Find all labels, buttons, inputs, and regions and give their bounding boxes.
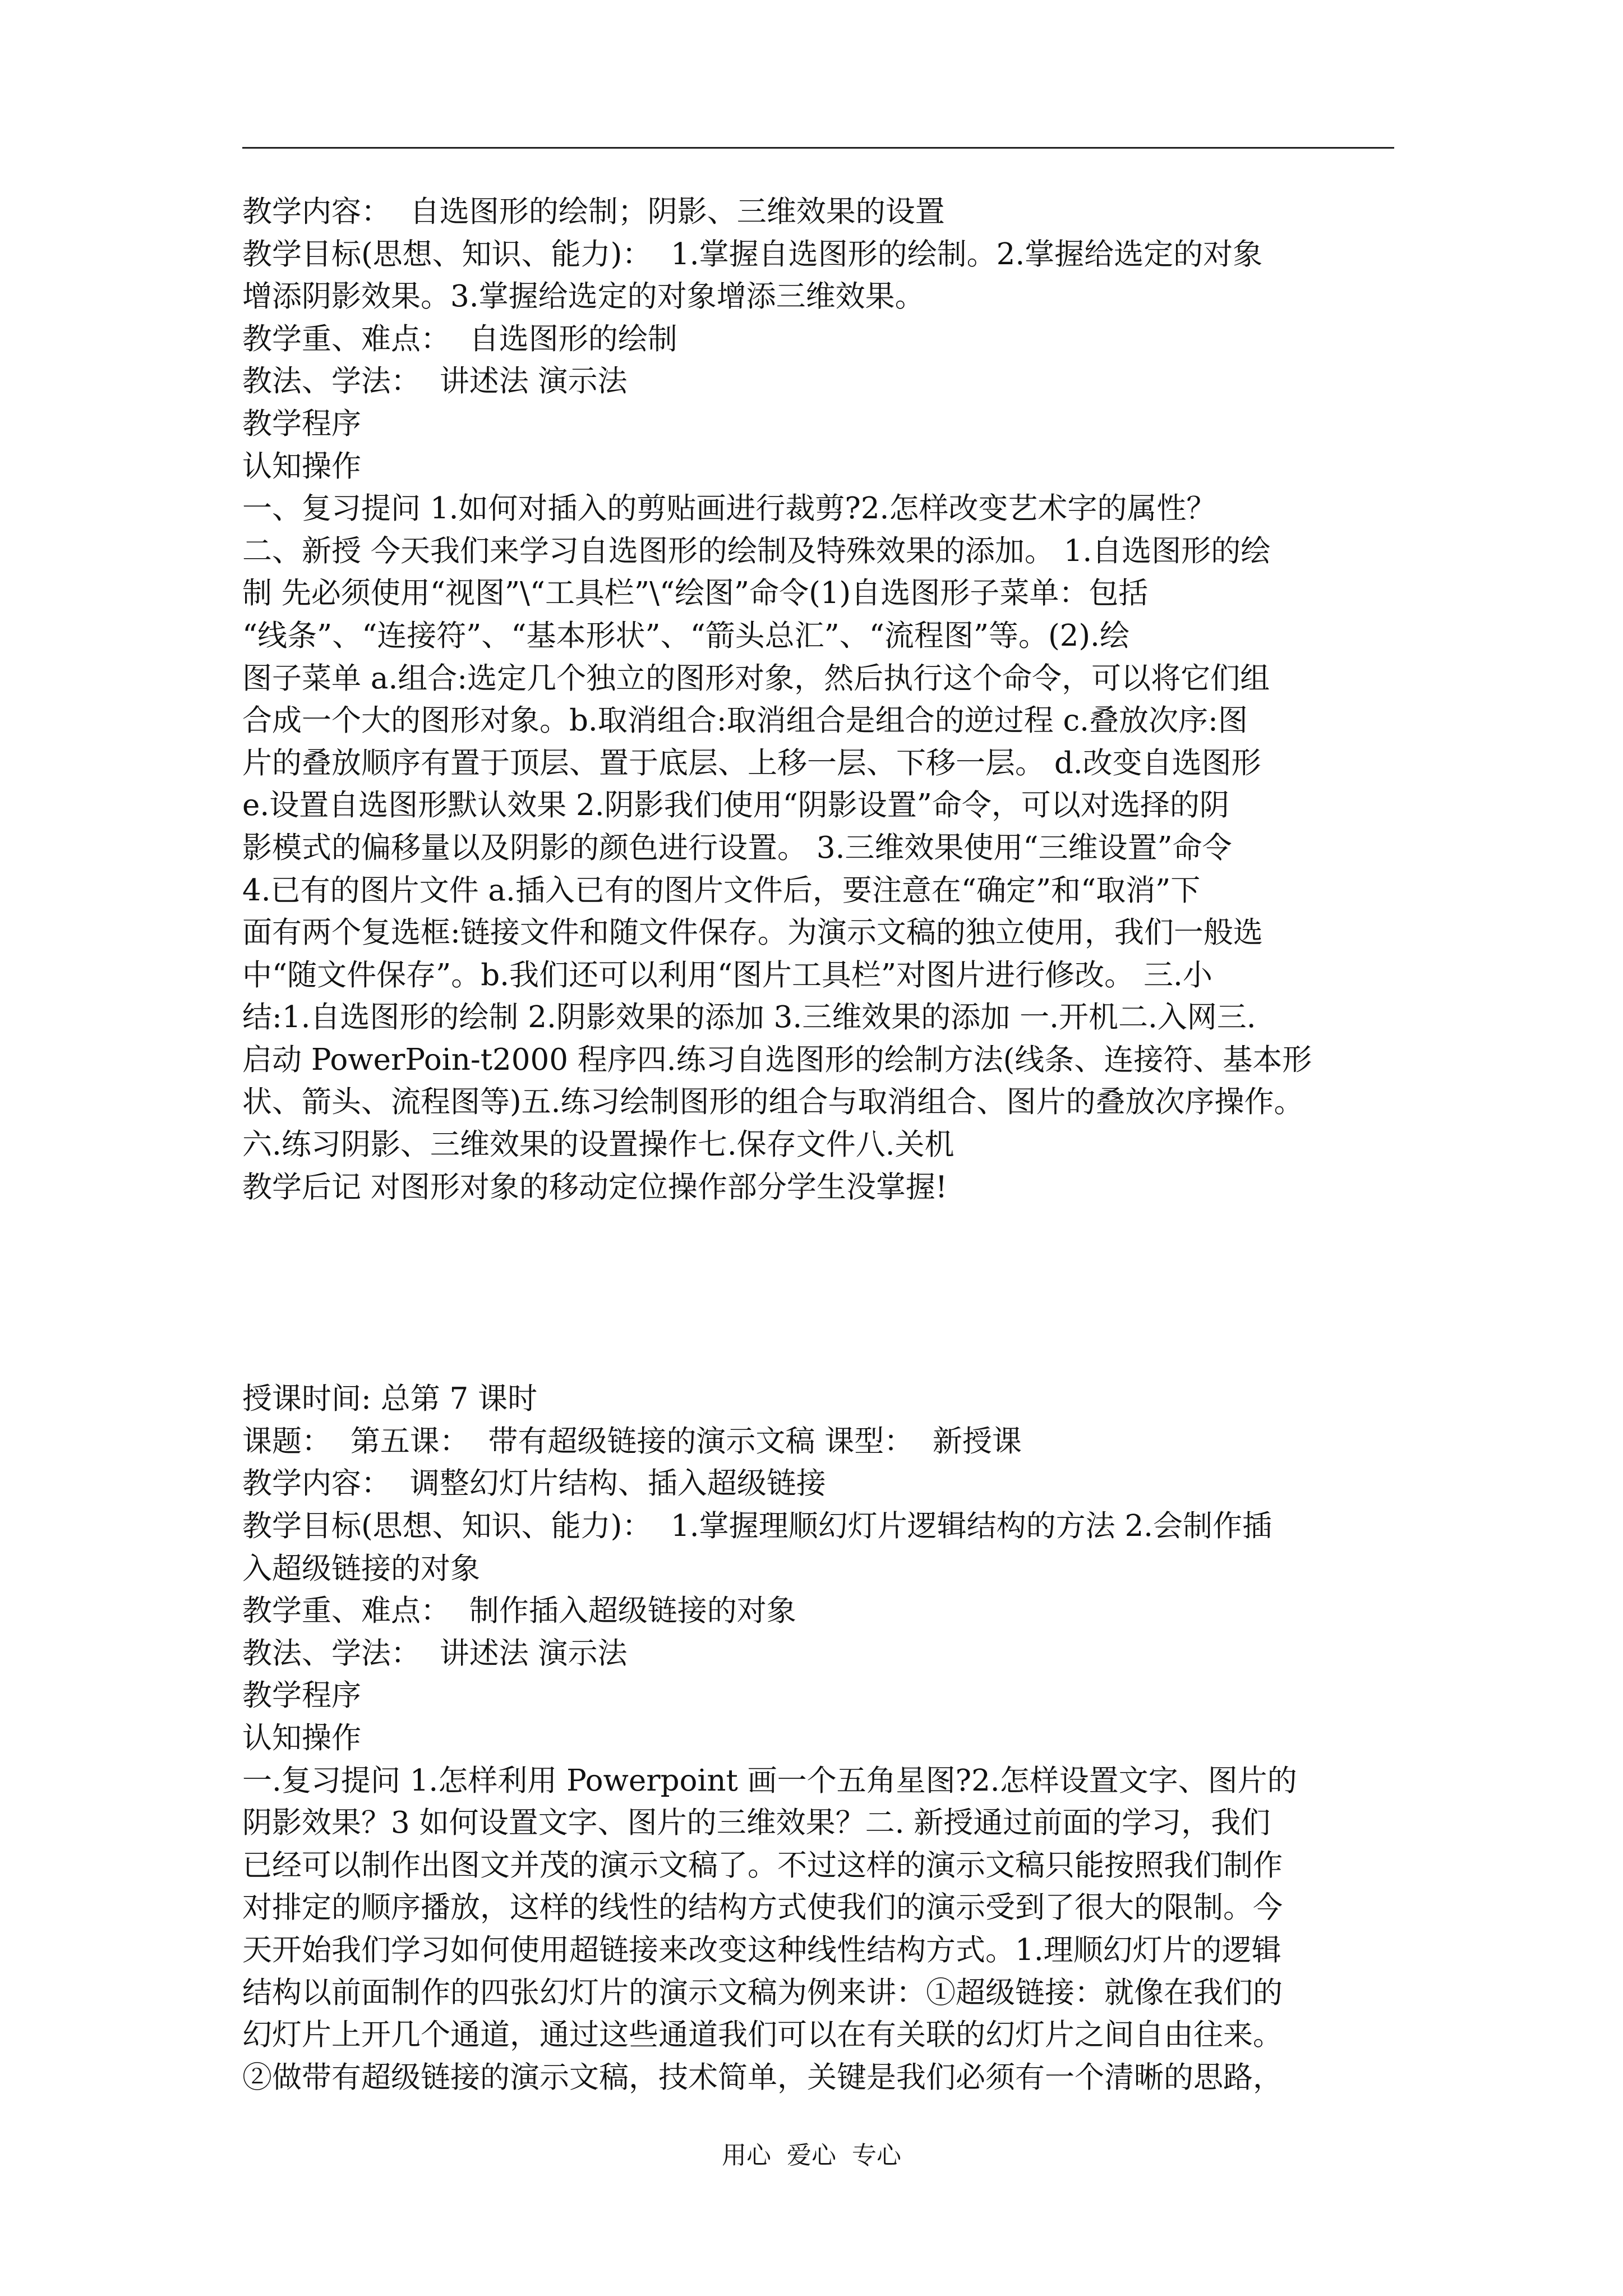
text-line: 教学内容： 调整幻灯片结构、插入超级链接 xyxy=(242,1466,826,1501)
text-line: 入超级链接的对象 xyxy=(242,1551,480,1586)
text-line: 授课时间: 总第 7 课时 xyxy=(242,1382,538,1416)
text-line: 面有两个复选框:链接文件和随文件保存。为演示文稿的独立使用，我们一般选 xyxy=(242,915,1263,950)
text-line: ②做带有超级链接的演示文稿，技术简单，关键是我们必须有一个清晰的思路， xyxy=(242,2060,1283,2095)
text-line: 教学重、难点： 自选图形的绘制 xyxy=(242,321,677,356)
text-line: e.设置自选图形默认效果 2.阴影我们使用“阴影设置”命令，可以对选择的阴 xyxy=(242,788,1229,823)
header-rule xyxy=(242,147,1394,149)
text-line: 教学目标(思想、知识、能力)： 1.掌握自选图形的绘制。2.掌握给选定的对象 xyxy=(242,237,1263,272)
text-line: 课题： 第五课： 带有超级链接的演示文稿 课型： 新授课 xyxy=(242,1424,1022,1458)
text-line: 教学重、难点： 制作插入超级链接的对象 xyxy=(242,1594,796,1628)
text-line: 教学内容： 自选图形的绘制；阴影、三维效果的设置 xyxy=(242,195,945,229)
text-line: 中“随文件保存”。b.我们还可以利用“图片工具栏”对图片进行修改。 三.小 xyxy=(242,958,1212,992)
page-footer: 用心 爱心 专心 xyxy=(722,2141,901,2170)
text-line: 制 先必须使用“视图”\“工具栏”\“绘图”命令(1)自选图形子菜单：包括 xyxy=(242,576,1149,611)
text-line: 结构以前面制作的四张幻灯片的演示文稿为例来讲：①超级链接：就像在我们的 xyxy=(242,1975,1283,2010)
text-line: 一.复习提问 1.怎样利用 Powerpoint 画一个五角星图?2.怎样设置文字、图片的 xyxy=(242,1763,1297,1798)
text-line: 教法、学法： 讲述法 演示法 xyxy=(242,364,628,399)
lesson-section-2 xyxy=(242,1378,1398,2099)
text-line: 教学后记 对图形对象的移动定位操作部分学生没掌握! xyxy=(242,1170,948,1204)
text-line: 一、复习提问 1.如何对插入的剪贴画进行裁剪?2.怎样改变艺术字的属性？ xyxy=(242,491,1216,526)
text-line: 结:1.自选图形的绘制 2.阴影效果的添加 3.三维效果的添加 一.开机二.入网三. xyxy=(242,1000,1256,1035)
text-line: 4.已有的图片文件 a.插入已有的图片文件后，要注意在“确定”和“取消”下 xyxy=(242,873,1201,908)
text-line: 认知操作 xyxy=(242,1721,361,1755)
text-line: 教法、学法： 讲述法 演示法 xyxy=(242,1636,628,1671)
text-line: 启动 PowerPoin-t2000 程序四.练习自选图形的绘制方法(线条、连接符、基本形 xyxy=(242,1042,1312,1077)
text-line: 合成一个大的图形对象。b.取消组合:取消组合是组合的逆过程 c.叠放次序:图 xyxy=(242,703,1248,738)
text-line: 阴影效果？3 如何设置文字、图片的三维效果？二. 新授通过前面的学习，我们 xyxy=(242,1806,1271,1841)
text-line: 六.练习阴影、三维效果的设置操作七.保存文件八.关机 xyxy=(242,1128,955,1162)
text-line: 教学程序 xyxy=(242,1678,361,1713)
text-line: 天开始我们学习如何使用超链接来改变这种线性结构方式。1.理顺幻灯片的逻辑 xyxy=(242,1932,1281,1967)
text-line: 图子菜单 a.组合:选定几个独立的图形对象，然后执行这个命令，可以将它们组 xyxy=(242,661,1270,696)
section-gap xyxy=(242,1208,1398,1378)
text-line: “线条”、“连接符”、“基本形状”、“箭头总汇”、“流程图”等。(2).绘 xyxy=(242,618,1129,653)
text-line: 状、箭头、流程图等)五.练习绘制图形的组合与取消组合、图片的叠放次序操作。 xyxy=(242,1085,1304,1120)
text-line: 增添阴影效果。3.掌握给选定的对象增添三维效果。 xyxy=(242,279,925,314)
text-line: 已经可以制作出图文并茂的演示文稿了。不过这样的演示文稿只能按照我们制作 xyxy=(242,1848,1283,1883)
text-line: 教学程序 xyxy=(242,406,361,441)
lesson-section-1 xyxy=(242,191,1398,1208)
text-line: 二、新授 今天我们来学习自选图形的绘制及特殊效果的添加。 1.自选图形的绘 xyxy=(242,533,1271,568)
text-line: 教学目标(思想、知识、能力)： 1.掌握理顺幻灯片逻辑结构的方法 2.会制作插 xyxy=(242,1509,1272,1544)
text-line: 认知操作 xyxy=(242,449,361,484)
text-line: 片的叠放顺序有置于顶层、置于底层、上移一层、下移一层。 d.改变自选图形 xyxy=(242,746,1261,780)
document-body xyxy=(242,191,1398,2099)
text-line: 幻灯片上开几个通道，通过这些通道我们可以在有关联的幻灯片之间自由往来。 xyxy=(242,2018,1283,2053)
text-line: 影模式的偏移量以及阴影的颜色进行设置。 3.三维效果使用“三维设置”命令 xyxy=(242,830,1232,865)
text-line: 对排定的顺序播放，这样的线性的结构方式使我们的演示受到了很大的限制。今 xyxy=(242,1890,1283,1925)
